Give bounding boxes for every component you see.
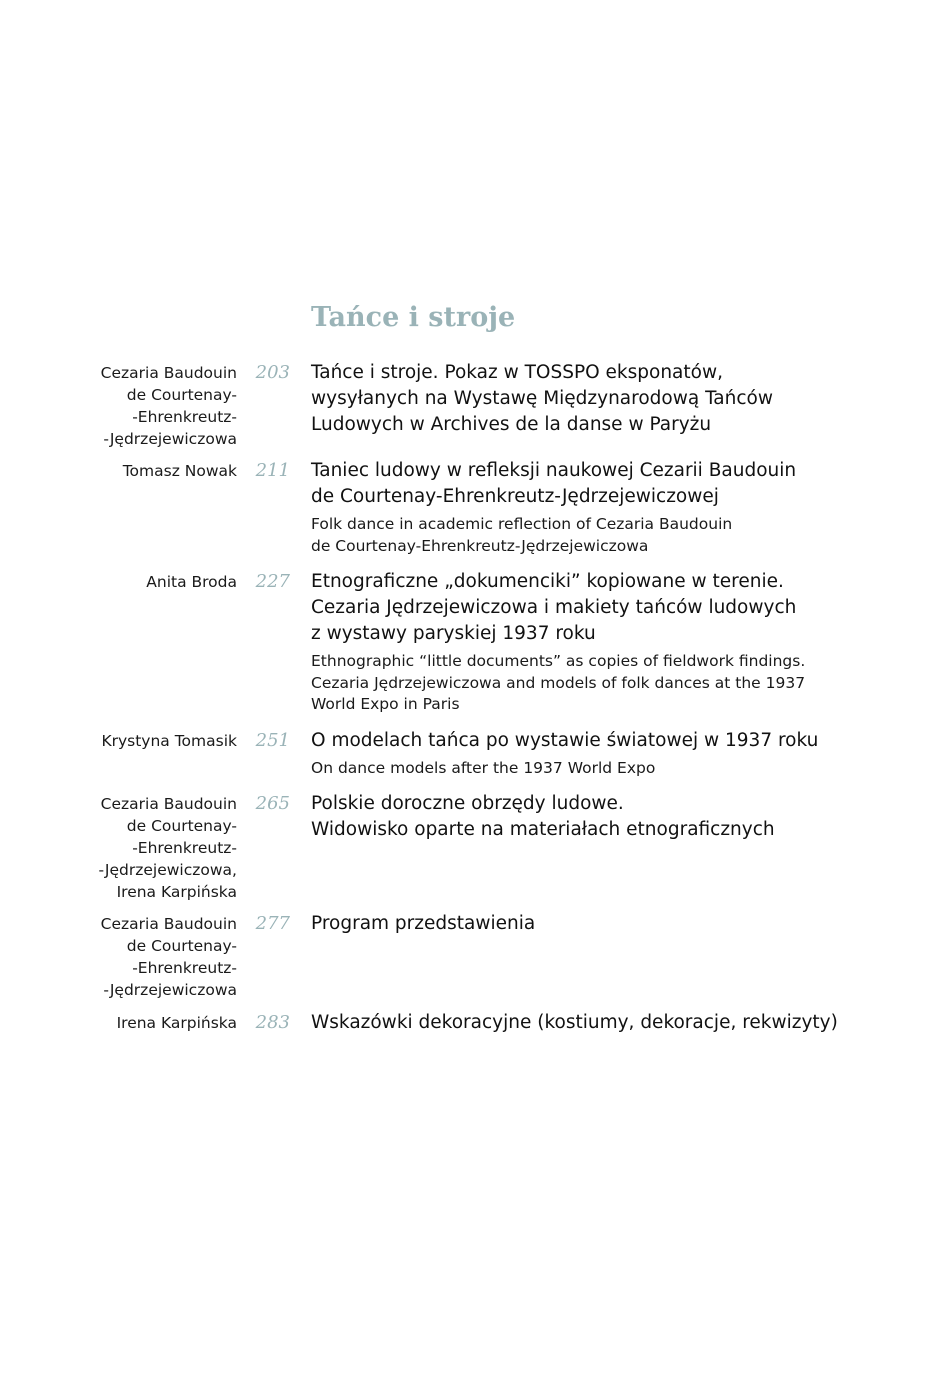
title-polish	[311, 569, 871, 647]
title-polish	[311, 360, 871, 438]
title-line: Polskie doroczne obrzędy ludowe.	[311, 793, 624, 814]
page-number: 203	[255, 362, 290, 383]
title-line: Cezaria Jędrzejewiczowa i makiety tańców ludowych	[311, 597, 797, 618]
section-title: Tańce i stroje	[311, 302, 516, 333]
title-line: Folk dance in academic reflection of Cezaria Baudouin	[311, 515, 733, 533]
author-line: Irena Karpińska	[116, 1014, 237, 1032]
page-number: 283	[255, 1012, 290, 1033]
title-line: Taniec ludowy w refleksji naukowej Cezarii Baudouin	[311, 460, 797, 481]
author-line: -Jędrzejewiczowa	[103, 981, 237, 999]
entry-titles	[311, 791, 871, 843]
entry-titles	[311, 569, 871, 716]
title-english	[311, 514, 871, 557]
title-line: O modelach tańca po wystawie światowej w 1937 roku	[311, 730, 819, 751]
author-line: Tomasz Nowak	[122, 462, 237, 480]
author-line: de Courtenay-	[126, 817, 237, 835]
title-line: de Courtenay-Ehrenkreutz-Jędrzejewiczowa	[311, 536, 649, 555]
author-line: Cezaria Baudouin	[100, 364, 237, 382]
author-line: Cezaria Baudouin	[100, 795, 237, 813]
title-line: Etnograficzne „dokumenciki” kopiowane w terenie.	[311, 571, 784, 592]
title-line: Widowisko oparte na materiałach etnograficznych	[311, 819, 775, 840]
author-line: -Ehrenkreutz-	[132, 839, 237, 857]
author-line: -Jędrzejewiczowa,	[98, 861, 237, 879]
entry-authors	[67, 1012, 237, 1034]
title-english	[311, 651, 871, 716]
title-polish	[311, 728, 871, 754]
entry-titles	[311, 911, 871, 937]
title-line: World Expo in Paris	[311, 695, 460, 713]
entry-authors	[67, 571, 237, 593]
author-line: -Jędrzejewiczowa	[103, 430, 237, 448]
author-line: Krystyna Tomasik	[101, 732, 237, 750]
title-polish	[311, 791, 871, 843]
title-english	[311, 758, 871, 780]
author-line: Cezaria Baudouin	[100, 915, 237, 933]
page-number: 211	[255, 460, 290, 481]
page-number: 227	[255, 571, 290, 592]
title-line: Ethnographic “little documents” as copies of fieldwork findings.	[311, 652, 806, 670]
title-line: Ludowych w Archives de la danse w Paryżu	[311, 414, 712, 435]
author-line: -Ehrenkreutz-	[132, 408, 237, 426]
title-polish	[311, 911, 871, 937]
title-line: z wystawy paryskiej 1937 roku	[311, 623, 596, 644]
title-line: de Courtenay-Ehrenkreutz-Jędrzejewiczowej	[311, 486, 719, 507]
title-polish	[311, 458, 871, 510]
page-number: 265	[255, 793, 290, 814]
page-number: 251	[255, 730, 290, 751]
entry-titles	[311, 1010, 871, 1036]
title-line: On dance models after the 1937 World Expo	[311, 759, 656, 777]
author-line: de Courtenay-	[126, 386, 237, 404]
author-line: de Courtenay-	[126, 937, 237, 955]
entry-titles	[311, 458, 871, 557]
entry-authors	[67, 913, 237, 1001]
title-line: wysyłanych na Wystawę Międzynarodową Tańców	[311, 388, 773, 409]
title-line: Tańce i stroje. Pokaz w TOSSPO eksponatów,	[311, 362, 723, 383]
author-line: -Ehrenkreutz-	[132, 959, 237, 977]
page-number: 277	[255, 913, 290, 934]
title-polish	[311, 1010, 871, 1036]
entry-authors	[67, 793, 237, 903]
title-line: Cezaria Jędrzejewiczowa and models of folk dances at the 1937	[311, 673, 806, 692]
entry-titles	[311, 360, 871, 438]
entry-authors	[67, 362, 237, 450]
title-line: Wskazówki dekoracyjne (kostiumy, dekoracje, rekwizyty)	[311, 1012, 838, 1033]
title-line: Program przedstawienia	[311, 913, 536, 934]
entry-authors	[67, 730, 237, 752]
entry-titles	[311, 728, 871, 780]
author-line: Anita Broda	[146, 573, 237, 591]
entry-authors	[67, 460, 237, 482]
author-line: Irena Karpińska	[116, 883, 237, 901]
